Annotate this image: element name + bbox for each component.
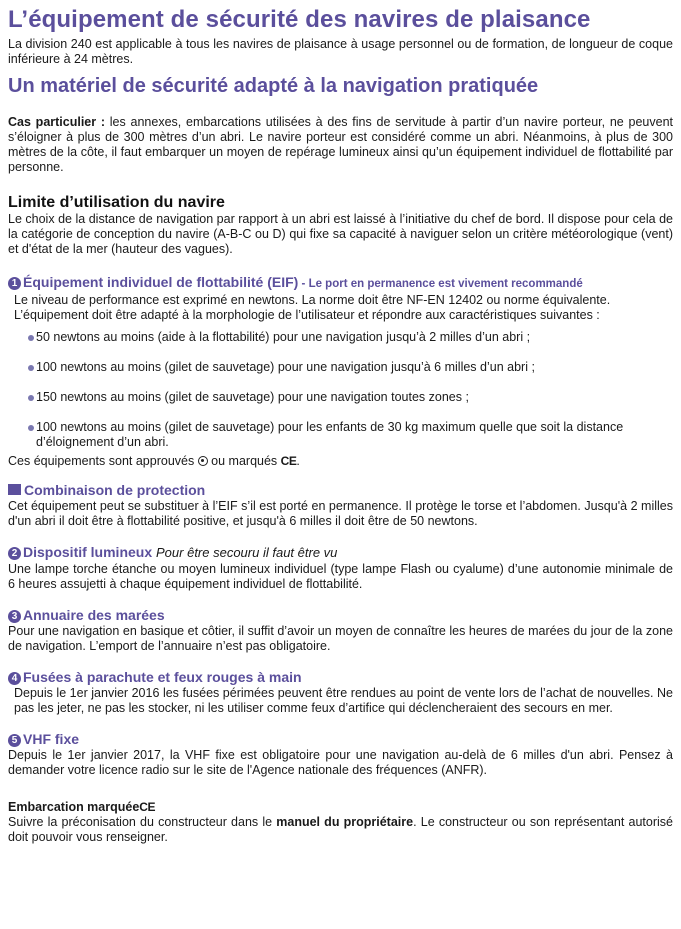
bullet-icon xyxy=(28,335,34,341)
fusees-paragraph: Depuis le 1er janvier 2016 les fusées périmées peuvent être rendues au point de vente lors de l’achat de nouvelles. Ne pas les jeter, ne pas les stocker, ni les utiliser comme feux d’artifice qui déclencheraient des secours en mer. xyxy=(14,686,673,715)
marees-heading: 3 Annuaire des marées xyxy=(8,606,673,624)
eif-section xyxy=(8,273,673,469)
lumineux-heading: 2 Dispositif lumineux Pour être secouru il faut être vu xyxy=(8,543,673,562)
section-subtitle: Un matériel de sécurité adapté à la navigation pratiquée xyxy=(8,75,539,97)
limite-heading: Limite d’utilisation du navire xyxy=(8,194,225,211)
bullet-icon xyxy=(28,365,34,371)
vhf-paragraph: Depuis le 1er janvier 2017, la VHF fixe est obligatoire pour une navigation au-delà de 6 milles d'un abri. Pensez à demander votre licence radio sur le site de l'Agence nationale des fréquences (ANFR). xyxy=(8,748,673,777)
number-three-icon: 3 xyxy=(8,610,21,623)
list-item: 100 newtons au moins (gilet de sauvetage) pour une navigation jusqu’à 6 milles d’un abri ; xyxy=(8,360,673,375)
list-item: 150 newtons au moins (gilet de sauvetage) pour une navigation toutes zones ; xyxy=(8,390,673,405)
number-five-icon: 5 xyxy=(8,734,21,747)
ce-mark-icon: CE xyxy=(280,454,297,468)
eif-heading-note: - Le port en permanence est vivement recommandé xyxy=(298,278,583,290)
cas-particulier-text: les annexes, embarcations utilisées à des fins de servitude à partir d’un navire porteur, ne peuvent s’éloigner à plus de 300 mètres d’un abri. Le navire porteur est considéré comme un abri. Néanmoins, à plus de 300 mètres de la côte, il faut embarquer un moyen de repérage lumineux ainsi qu’un équipement individuel de flottabilité par personne. xyxy=(8,115,673,174)
number-two-icon: 2 xyxy=(8,547,21,560)
intro-paragraph: La division 240 est applicable à tous les navires de plaisance à usage personnel ou de formation, de longueur de coque inférieure à 24 mètres. xyxy=(8,37,673,66)
approval-wheel-icon xyxy=(198,456,208,466)
list-item: 100 newtons au moins (gilet de sauvetage) pour les enfants de 30 kg maximum quelle que soit la distance d’éloignement d’un abri. xyxy=(8,420,673,450)
fusees-section xyxy=(8,668,673,716)
combinaison-section xyxy=(8,481,673,529)
bullet-icon xyxy=(28,395,34,401)
eif-approval-line: Ces équipements sont approuvés ou marqués CE. xyxy=(8,454,300,468)
number-four-icon: 4 xyxy=(8,672,21,685)
eif-heading xyxy=(8,273,673,293)
combinaison-paragraph: Cet équipement peut se substituer à l’EIF s’il est porté en permanence. Il protège le torse et l’abdomen. Jusqu'à 2 milles d'un abri il doit être à flottabilité positive, et jusqu'à 6 milles il doit être de 50 newtons. xyxy=(8,499,673,528)
cas-particulier-label: Cas particulier : xyxy=(8,115,106,129)
bullet-icon xyxy=(28,425,34,431)
embarcation-paragraph: Suivre la préconisation du constructeur dans le manuel du propriétaire. Le constructeur ou son représentant autorisé doit pouvoir vous renseigner. xyxy=(8,815,673,844)
fusees-heading: 4 Fusées à parachute et feux rouges à main xyxy=(8,668,673,686)
vhf-heading: 5 VHF fixe xyxy=(8,730,673,748)
eif-bullet-list xyxy=(8,330,673,450)
list-item: 50 newtons au moins (aide à la flottabilité) pour une navigation jusqu’à 2 milles d’un abri ; xyxy=(8,330,673,345)
embarcation-heading: Embarcation marquéeCE xyxy=(8,800,155,814)
eif-line-2: L’équipement doit être adapté à la morphologie de l’utilisateur et répondre aux caractéristiques suivantes : xyxy=(14,308,600,322)
embarcation-section xyxy=(8,800,673,845)
lumineux-note: Pour être secouru il faut être vu xyxy=(156,545,338,560)
combinaison-heading: Combinaison de protection xyxy=(8,481,673,499)
manuel-proprietaire-text: manuel du propriétaire xyxy=(276,815,414,829)
marees-paragraph: Pour une navigation en basique et côtier, il suffit d’avoir un moyen de connaître les heures de marées du jour de la zone de navigation. L’emport de l’annuaire n’est pas obligatoire. xyxy=(8,624,673,653)
ce-mark-icon: CE xyxy=(139,800,155,814)
eif-line-1: Le niveau de performance est exprimé en newtons. La norme doit être NF-EN 12402 ou norme équivalente. xyxy=(14,293,611,307)
marees-section xyxy=(8,606,673,654)
square-marker-icon xyxy=(8,484,21,495)
number-one-icon: 1 xyxy=(8,277,21,290)
eif-heading-text: Équipement individuel de flottabilité (EIF) xyxy=(23,274,299,290)
page-title: L’équipement de sécurité des navires de plaisance xyxy=(8,6,591,33)
vhf-section xyxy=(8,730,673,778)
limite-paragraph: Le choix de la distance de navigation par rapport à un abri est laissé à l’initiative du chef de bord. Il dispose pour cela de la catégorie de conception du navire (A-B-C ou D) qui fixe sa capacité à naviguer selon un critère météorologique (vent) et d'état de la mer (hauteur des vagues). xyxy=(8,212,673,256)
cas-particulier-paragraph xyxy=(8,115,673,175)
lumineux-section xyxy=(8,543,673,592)
lumineux-paragraph: Une lampe torche étanche ou moyen lumineux individuel (type lampe Flash ou cyalume) d’une autonomie minimale de 6 heures assujetti à chaque équipement individuel de flottabilité. xyxy=(8,562,673,591)
